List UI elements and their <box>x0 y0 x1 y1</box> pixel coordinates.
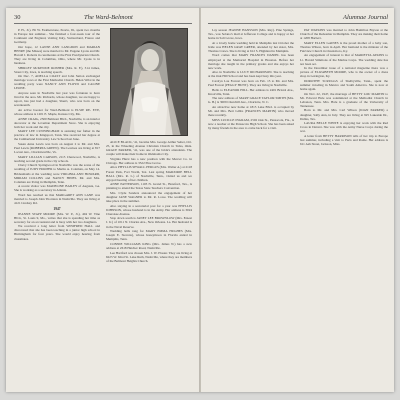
paragraph: Susan Anne Lewis was born on August 2 to Mr. and Mrs. Paul Lewis (ROBERTA GREEN). The Lewises are living at 817 Locust Ave., Charlottesville, Va. <box>14 142 100 155</box>
paragraph: JEANNE STAPP MOORE (Mrs. W. P., Jr.), 404 W. Vine Blvd., St. Louis 9, Mo., writes that she is spending her time as secretary for an accountant and is busy with her two daughters. <box>14 211 100 224</box>
paragraph: On Nov. 22, 1947, the marriage of BETTY LOU MARTIN to Mr. Edward Hale was solemnized at the Methodist Church in Lebanon, Tenn. Mrs. Hale is a graduate of the University of Tennessee. <box>300 91 388 108</box>
paragraph: We received a long letter from WINIFRED HALL and discovered that she has been teaching in a junior high school in Birmingham for four years. She would enjoy hearing from classmates. <box>14 224 100 241</box>
paragraph: Chevy Church Springwood in Nashville was the scene of the wedding of JUDY HOOPER to Martin A. Coleman, on May 14. Bridesmaids at the wedding were VIRGINIA ANN HOWARD, MIRIAM COLLINS and NANCY HINES. Mr. and Mrs. Coleman are living in Memphis, Tenn. <box>14 163 100 184</box>
paragraph: Lay season JEANNE HANSSON (Mrs. Ray). Pine Springs, Tex., was Solano's mail at Jefferson College and is happy at her home in Salt Grove, Iowa. <box>208 28 294 41</box>
left-column-2 <box>106 140 192 384</box>
left-page-header <box>14 14 192 24</box>
paragraph: Word has reached us that MARGARET ANN LANE was married to Joseph John Thornton in Nashville. They are living at 4121 Lindsay Rd. <box>14 192 100 206</box>
paragraph: Anyone seen in Nashville last year was fortunate to have lived in the area. Mr. Richards, whose daughter, we are happy to report, has just had a daughter, Sherri, who was born on the seventeenth. <box>14 91 100 108</box>
right-column-2 <box>300 28 388 384</box>
paragraph: The new address of MARY GRACE TAYLOR SMITH (Mrs. G. B.) is 3009 Churchill Ave., Charlotte, N. C. <box>208 96 294 105</box>
paragraph: MISS LUCILLE INGRAM, 2502 Oak St., Pensacola, Fla., is now a teacher at the Pensacola High School. She has been asked by many friends in the area to come back for a visit. <box>208 117 294 130</box>
paragraph: In the December issue of a national magazine there was a picture of ELIZABETH MOORE, who is the owner of a dress shop in Lexington, Ky. <box>300 66 388 79</box>
magazine-spread <box>6 8 394 392</box>
paragraph: Hello to ELEANOR HILL. Her address is 2401 Bristol Ave., Knoxville, Tenn. <box>208 87 294 96</box>
paragraph: Our hope, 12 LANSE ANN LANGDON and MARIAN HENRY (the Misses) were married to Mr. Eugene Lyons and Mr. Harold J. Roberts in ceremonies at the First Presbyterian Church. They are living in Columbus, Ohio, where Mr. Lyons is in business. <box>14 44 100 65</box>
paragraph: Virginia Hurst has a new position with the Mercer Co. in Chicago. Her address is 3522 Pine Grove. <box>106 156 192 165</box>
paragraph: P. H., Jr.). Eli W. Featherstone, Peoria, Ill., spent two months in Europe last summer... She finished a four-week tour of the Continent and England, visiting Italy, Switzerland, France and Germany. <box>14 28 100 45</box>
paragraph: Born to Mr. and Mrs. Carl Wilson (JOAN PARKER) a daughter, Sally Ann, in July. They are living at 925 Lakeside Dr., Dallas, Tex. <box>300 108 388 121</box>
paragraph: MARY ELLEN GAINES is the proud mother of a baby son, Thomas Wilson, born in April. Her husband is the minister of the Fairview Church in Owensboro, Ky. <box>300 40 388 53</box>
paragraph: ANNE CRAIG, 2500 Belmont Blvd., Nashville, is an interior decorator at the Loveman Department Store. She is enjoying both her work and the city. <box>14 116 100 129</box>
paragraph: ALICE BLACK, '41, became Mrs. George Arthur Seiter, Oct. 25, in the Wheeling Avenue Christian Church in Tulsa, Okla. GRACE PARKER, '41, was one of the bride's attendants. The couple will make their home in Oklahoma City. <box>106 140 192 157</box>
paragraph: An attractive new home at 1815 Lake Blvd. is occupied by Mr. and Mrs. Bert Gibbs (FRANCES MARTIN) who moved there recently. <box>208 105 294 118</box>
page-number: 30 <box>14 14 21 21</box>
right-page-header <box>208 14 388 24</box>
paragraph: Carolyn Lou Forrest was born on Feb. 15 to Mr. and Mrs. Paul Forrest (PEGGY HUNT). They are living in Nashville. <box>208 78 294 87</box>
page-gutter <box>199 8 201 392</box>
paragraph: A letter from BETTY HARRISON tells of her trip to Europe last summer, including a visit to Paris and Rome. Her address is 611 Ash Street, Jackson, Miss. <box>300 133 388 147</box>
paragraph: Also staying in a secretarial post for a year was PHYLLIS JOHNSON, whose husband is in the Army. Her address is 3024 Cherokee Avenue. <box>106 203 192 216</box>
paragraph: Lee Hartford was chosen Mrs. J. W. Plaster. They are living at 6225 W. 62nd St. Lake Ruth, Nashville, where they are members of the Belmont Heights Church. <box>106 250 192 263</box>
paragraph: Stop down south is JANET LEE BROWNLOW (Mrs. Ernest J. Jr.) of 1011 N. Charles Ave., New Orleans. La. Her husband is in the Naval Reserve. <box>106 216 192 229</box>
paragraph: MARY LEE CUNNINGHAM is assisting her father in the practice of law in Kingsport, Tenn. She received her degree at the Cumberland University Law School last June. <box>14 129 100 142</box>
journal-title-continued: Alumnae Journal <box>343 14 388 21</box>
paragraph: SHIRLEY McKENZIE ROSHER (Mrs. R. F.), 314 James, Sioux City, Iowa, is teaching speech. <box>14 65 100 74</box>
journal-title: The Ward-Belmont <box>84 14 133 21</box>
paragraph: An active booster for Ward-Belmont is ELSIE RE- EVE, whose address is 1201 E. Maple, Kansas City, Mo. <box>14 107 100 116</box>
class-year-heading: 1947 <box>53 206 61 211</box>
right-column-1 <box>208 28 294 384</box>
paragraph: At a lovely home wedding held in Memphis last October the bride was HELEN GRAY GREER, attended by her sister, Mrs. Thomas Crews. She is living at 612 S. Highland in Memphis. <box>208 40 294 53</box>
paragraph: Also in Nashville is LUCY RICHARDSON. She is teaching at the Oak Hill School and has been kept busy this year. <box>208 70 294 79</box>
portrait-illustration <box>111 29 188 136</box>
paragraph: ANNE PATTERSON, 1103 N. Grand St., Hereford, Tex., is planning to attend the Texas State Teachers Convention. <box>106 182 192 191</box>
paragraph: CONNIE WILLIAMS KING (Mrs. James N.) has a new address at 2618 Hatcher Road, Nashville. <box>106 241 192 250</box>
bride-portrait-photo <box>110 28 188 136</box>
paragraph: LAURA BELLE WHITE is enjoying her work with the Red Cross in Denver. She was with the Army Nurse Corps during the war. <box>300 121 388 134</box>
paragraph: DOROTHY SCRUGGS of Shelbyville, Tenn., spent the summer traveling in Mexico and South America. She is now at home again. <box>300 78 388 92</box>
left-column-1 <box>14 28 100 384</box>
paragraph: On Dec. 7, ADELLA COAST and John Sutton exchanged marriage vows at the First Methodist Church. Helen Wrist in the wedding party were NANCY ANN FLOYD and CALINE LEONE. <box>14 74 100 91</box>
paragraph: Mrs. Clyde Sanders announced the engagement of her daughter JANE WAGNER to Mr. R. Lowe. The wedding will take place in the summer. <box>106 190 192 204</box>
paragraph: PAT WATKINS was married to John Hamilton Bryson at the Church of the Redeemer in Memphis. They are making their home at 1208 Harbert. <box>300 28 388 41</box>
paragraph: Word comes that MARY FRANCES DANIEL has been employed at the Memorial Hospital in Houston. Before her marriage she taught in the primary grades and she enjoys her new work. <box>208 53 294 70</box>
paragraph: A recent visitor was MADELINE BAILEY of Augusta, Ga. She is working as a secretary in Atlanta. <box>14 184 100 193</box>
paragraph: An engagement of interest is that of MARIETTA ATKINS to Lt. Harold Simmons of the Marine Corps. The wedding date has not been set. <box>300 53 388 66</box>
paragraph: Wedding bells rang for MARY EMMA HUGHES (Mrs. Joseph E. Stevens), whose honeymoon in Florida ended in Memphis, Tenn. <box>106 229 192 242</box>
paragraph: Alice PHYLLIS SEWALL PERGUS (Mrs. Walter A.) at 2118 Forest Park, Fort Worth, Tex. Last spring MARJORIE BELL HALL (Mrs. R. L.) of Nashville, Tenn., visited us and we enjoyed hearing of her children. <box>106 165 192 182</box>
paragraph: MARY LILLIAN CARSON, 2115 Cheswood, Nashville, is teaching second grade in the city schools. <box>14 154 100 163</box>
